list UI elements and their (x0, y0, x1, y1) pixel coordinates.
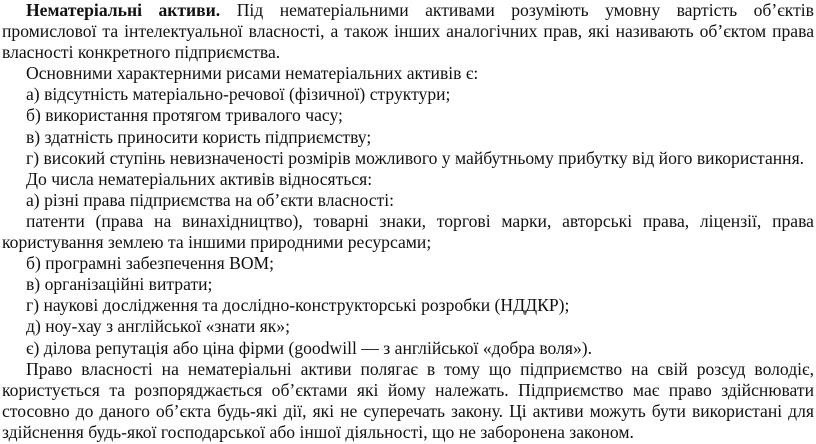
type-item-a: а) різні права підприємства на об’єкти власності: (26, 189, 395, 210)
type-item-b: б) програмні забезпечення ВОМ; (26, 253, 275, 274)
ownership-paragraph: Право власності на нематеріальні активи полягає в тому що підприємство на свій розсуд володіє, користується та розпоряджається об’єктами які йому належать. Підприємство має право здійснювати стосовно до даного об’єкта будь-які дії, які не суперечать закону. Ці активи можуть бути використані для здійснення будь-якої господарської або іншої діяльності, що не заборонена законом. (2, 358, 814, 442)
types-heading: До числа нематеріальних активів відносяться: (26, 168, 373, 189)
type-item-g: г) наукові дослідження та дослідно-конструкторські розробки (НДДКР); (26, 295, 570, 316)
feature-item-a: а) відсутність матеріально-речової (фізичної) структури; (26, 84, 451, 105)
feature-item-g: г) високий ступінь невизначеності розмірів можливого у майбутньому прибутку від його використання. (26, 147, 805, 168)
features-heading: Основними характерними рисами нематеріальних активів є: (26, 63, 479, 84)
feature-item-b: б) використання протягом тривалого часу; (26, 105, 343, 126)
intro-term: Нематеріальні активи. (26, 0, 221, 20)
type-item-patents: патенти (права на винахідництво), товарні знаки, торгові марки, авторські права, ліцензії, права користування землею та іншими природними ресурсами; (2, 210, 814, 253)
feature-item-v: в) здатність приносити користь підприємству; (26, 126, 372, 147)
intro-text: Під нематеріальними активами розуміють умовну вартість об’єктів промислової та інтелектуальної власності, а також інших аналогічних прав, які називають об’єктом права власності конкретного підприємства. (2, 0, 814, 63)
type-item-v: в) організаційні витрати; (26, 274, 213, 295)
intro-paragraph (2, 0, 814, 63)
type-item-ye: є) ділова репутація або ціна фірми (goodwill — з англійської «добра воля»). (26, 337, 593, 358)
type-item-d: д) ноу-хау з англійської «знати як»; (26, 316, 290, 337)
